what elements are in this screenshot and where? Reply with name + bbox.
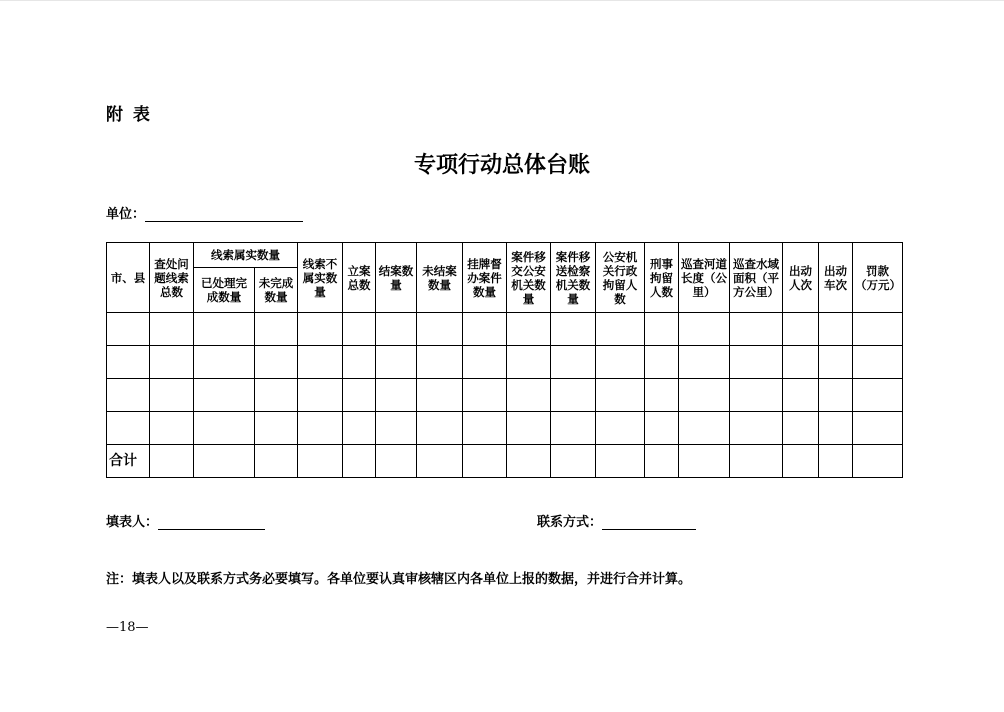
ledger-body [107, 313, 903, 478]
table-cell[interactable] [376, 313, 417, 346]
table-cell[interactable] [679, 445, 730, 478]
table-cell[interactable] [783, 346, 819, 379]
col-river-length: 巡查河道长度（公里） [679, 243, 730, 313]
page-top-border [0, 0, 1004, 1]
table-cell[interactable] [194, 313, 255, 346]
table-cell[interactable] [853, 313, 903, 346]
table-cell[interactable] [551, 412, 596, 445]
col-supervised: 挂牌督办案件数量 [463, 243, 507, 313]
ledger-table [106, 242, 903, 478]
table-cell[interactable] [679, 412, 730, 445]
table-cell[interactable] [376, 379, 417, 412]
col-not-verified: 线索不属实数量 [298, 243, 343, 313]
table-cell[interactable] [107, 313, 150, 346]
table-cell[interactable] [417, 313, 463, 346]
table-cell[interactable] [463, 313, 507, 346]
total-row [107, 445, 903, 478]
table-cell[interactable] [819, 313, 853, 346]
table-cell[interactable] [194, 346, 255, 379]
col-incomplete: 未完成数量 [255, 268, 298, 313]
table-cell[interactable] [298, 379, 343, 412]
table-cell[interactable] [376, 445, 417, 478]
table-cell[interactable] [596, 313, 645, 346]
table-cell[interactable] [507, 412, 551, 445]
table-cell[interactable] [150, 412, 194, 445]
table-cell[interactable] [507, 313, 551, 346]
table-cell[interactable] [783, 445, 819, 478]
table-cell[interactable] [417, 346, 463, 379]
table-cell[interactable] [551, 313, 596, 346]
table-row [107, 313, 903, 346]
col-clues-total: 查处问题线索总数 [150, 243, 194, 313]
table-cell[interactable] [463, 412, 507, 445]
table-cell[interactable] [343, 313, 376, 346]
table-cell[interactable] [819, 445, 853, 478]
table-cell[interactable] [819, 379, 853, 412]
table-cell[interactable] [298, 313, 343, 346]
table-cell[interactable] [645, 346, 679, 379]
table-cell[interactable] [150, 445, 194, 478]
table-cell[interactable] [463, 445, 507, 478]
table-cell[interactable] [730, 346, 783, 379]
contact-label: 联系方式： [537, 515, 603, 530]
table-cell[interactable] [679, 313, 730, 346]
table-row [107, 412, 903, 445]
table-cell[interactable] [343, 445, 376, 478]
table-cell[interactable] [679, 379, 730, 412]
footnote: 注：填表人以及联系方式务必要填写。各单位要认真审核辖区内各单位上报的数据，并进行合并计算。 [106, 572, 692, 587]
table-cell[interactable] [819, 412, 853, 445]
table-cell[interactable] [679, 346, 730, 379]
table-cell[interactable] [107, 412, 150, 445]
table-cell[interactable] [298, 346, 343, 379]
col-transfer-police: 案件移交公安机关数量 [507, 243, 551, 313]
table-cell[interactable] [343, 346, 376, 379]
table-cell[interactable] [417, 445, 463, 478]
table-cell[interactable] [853, 445, 903, 478]
table-cell[interactable] [596, 346, 645, 379]
col-open: 未结案数量 [417, 243, 463, 313]
table-cell[interactable] [853, 379, 903, 412]
table-cell[interactable] [417, 379, 463, 412]
table-cell[interactable] [298, 412, 343, 445]
table-cell[interactable] [551, 379, 596, 412]
table-cell[interactable] [463, 379, 507, 412]
table-cell[interactable] [463, 346, 507, 379]
unit-label: 单位： [106, 207, 146, 222]
col-city: 市、县 [107, 243, 150, 313]
total-label: 合计 [107, 445, 150, 478]
table-cell[interactable] [194, 379, 255, 412]
table-cell[interactable] [853, 412, 903, 445]
table-row [107, 346, 903, 379]
table-cell[interactable] [596, 379, 645, 412]
table-cell[interactable] [107, 379, 150, 412]
table-cell[interactable] [730, 445, 783, 478]
table-cell[interactable] [645, 412, 679, 445]
table-cell[interactable] [255, 313, 298, 346]
appendix-label: 附 表 [106, 105, 152, 125]
contact-row [537, 511, 696, 530]
table-cell[interactable] [107, 346, 150, 379]
table-cell[interactable] [417, 412, 463, 445]
table-cell[interactable] [730, 313, 783, 346]
col-vehicles: 出动车次 [819, 243, 853, 313]
document-title: 专项行动总体台账 [413, 152, 590, 178]
filler-label: 填表人： [106, 515, 159, 530]
col-personnel: 出动人次 [783, 243, 819, 313]
table-cell[interactable] [783, 313, 819, 346]
table-cell[interactable] [150, 379, 194, 412]
col-water-area: 巡查水域面积（平方公里） [730, 243, 783, 313]
unit-blank-line [145, 208, 303, 222]
filler-row [106, 511, 265, 530]
table-cell[interactable] [551, 346, 596, 379]
table-cell[interactable] [507, 379, 551, 412]
table-cell[interactable] [255, 346, 298, 379]
table-cell[interactable] [376, 412, 417, 445]
table-cell[interactable] [596, 412, 645, 445]
table-cell[interactable] [783, 412, 819, 445]
table-cell[interactable] [194, 412, 255, 445]
table-cell[interactable] [343, 379, 376, 412]
table-cell[interactable] [645, 313, 679, 346]
table-cell[interactable] [819, 346, 853, 379]
table-cell[interactable] [376, 346, 417, 379]
unit-row [106, 203, 303, 222]
table-cell[interactable] [645, 445, 679, 478]
table-cell[interactable] [596, 445, 645, 478]
filler-blank-line [158, 516, 265, 530]
table-cell[interactable] [507, 445, 551, 478]
table-cell[interactable] [255, 379, 298, 412]
table-cell[interactable] [507, 346, 551, 379]
table-cell[interactable] [298, 445, 343, 478]
col-closed: 结案数量 [376, 243, 417, 313]
col-completed: 已处理完成数量 [194, 268, 255, 313]
table-cell[interactable] [645, 379, 679, 412]
table-cell[interactable] [194, 445, 255, 478]
table-cell[interactable] [255, 412, 298, 445]
col-fines: 罚款（万元） [853, 243, 903, 313]
page-number: —18— [106, 620, 149, 635]
table-cell[interactable] [730, 379, 783, 412]
table-cell[interactable] [783, 379, 819, 412]
table-row [107, 379, 903, 412]
table-cell[interactable] [150, 313, 194, 346]
table-cell[interactable] [730, 412, 783, 445]
table-cell[interactable] [343, 412, 376, 445]
col-cases-total: 立案总数 [343, 243, 376, 313]
group-verified: 线索属实数量 [194, 243, 298, 268]
table-cell[interactable] [853, 346, 903, 379]
col-admin-detention: 公安机关行政拘留人数 [596, 243, 645, 313]
header-row-1 [107, 243, 903, 268]
table-cell[interactable] [255, 445, 298, 478]
col-criminal-detention: 刑事拘留人数 [645, 243, 679, 313]
contact-blank-line [602, 516, 696, 530]
table-cell[interactable] [551, 445, 596, 478]
table-cell[interactable] [150, 346, 194, 379]
col-transfer-procuratorate: 案件移送检察机关数量 [551, 243, 596, 313]
